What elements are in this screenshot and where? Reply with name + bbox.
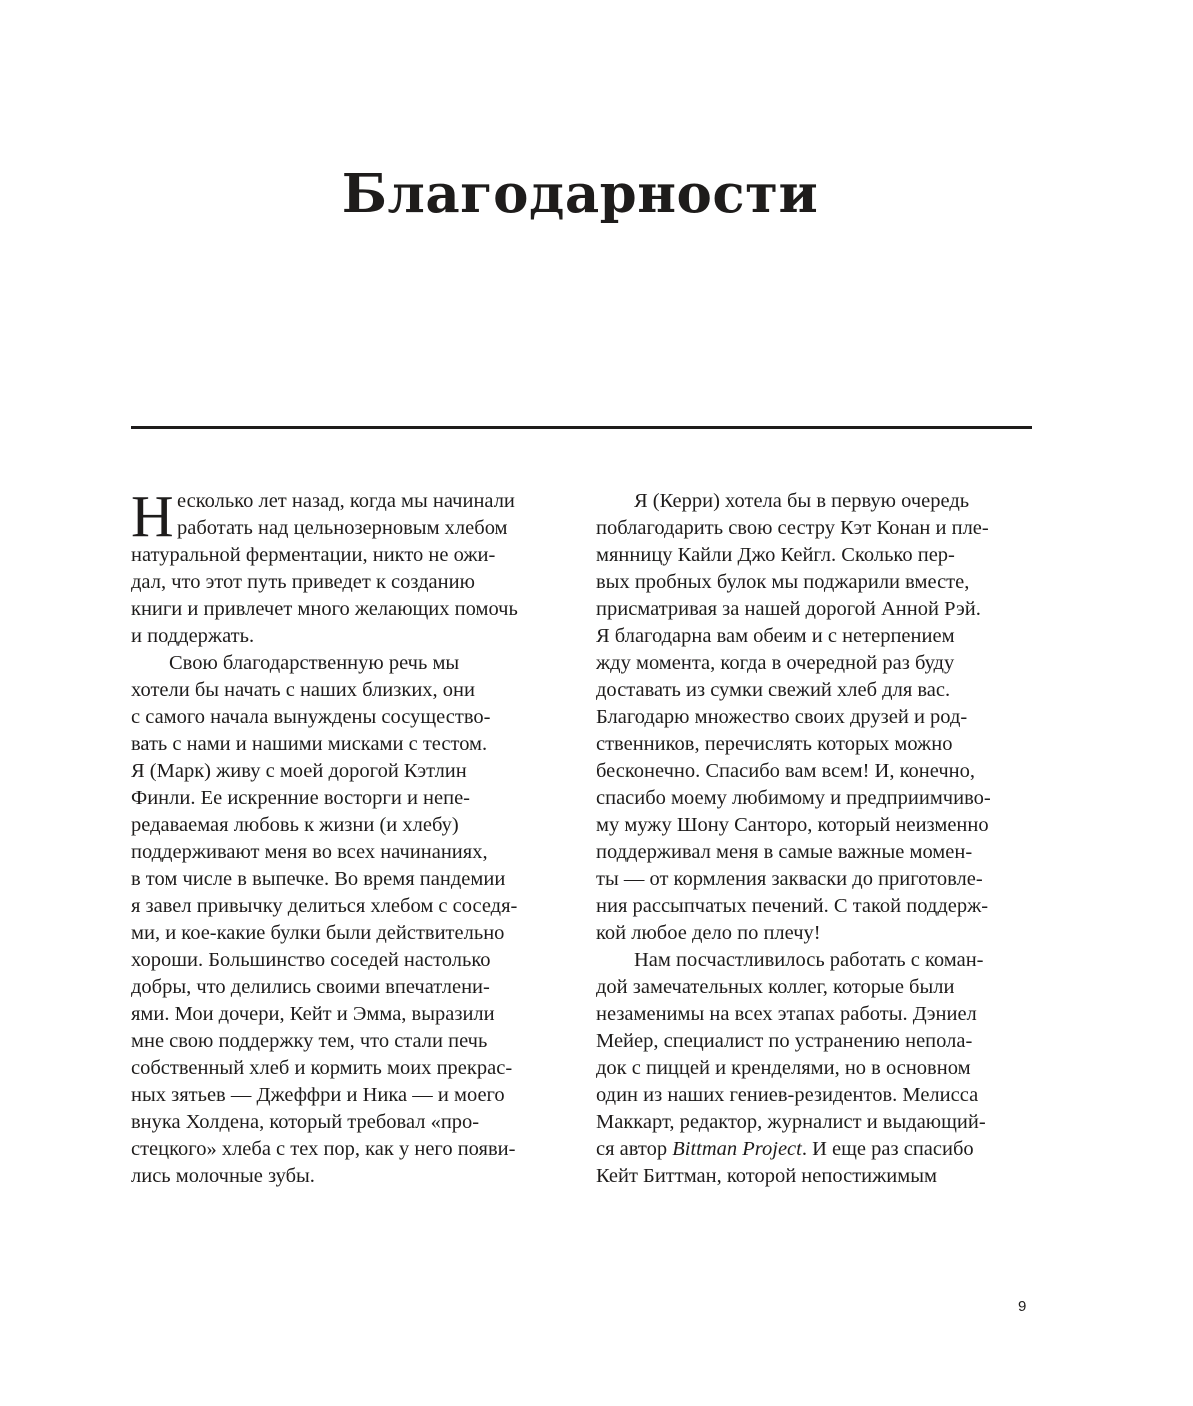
text-line: и поддержать.: [131, 625, 255, 647]
text-line: один из наших гениев-резидентов. Мелисса: [596, 1084, 979, 1106]
text-line: Я (Марк) живу с моей дорогой Кэтлин: [131, 760, 467, 782]
text-line: добры, что делились своими впечатлени-: [131, 976, 490, 998]
text-line: жду момента, когда в очередной раз буду: [596, 652, 955, 674]
text-line: Я благодарна вам обеим и с нетерпением: [596, 625, 955, 647]
text-line: хороши. Большинство соседей настолько: [131, 949, 491, 971]
text-line: кой любое дело по плечу!: [596, 922, 821, 944]
text-line: поддерживают меня во всех начинаниях,: [131, 841, 488, 863]
text-segment: . И еще раз спасибо: [801, 1138, 974, 1160]
page-number: 9: [1018, 1298, 1027, 1315]
right-column: [596, 488, 1036, 1190]
text-line: присматривая за нашей дорогой Анной Рэй.: [596, 598, 981, 620]
text-line: Нам посчастливилось работать с коман-: [634, 949, 984, 971]
text-line: ных зятьев — Джеффри и Ника — и моего: [131, 1084, 505, 1106]
text-line: доставать из сумки свежий хлеб для вас.: [596, 679, 951, 701]
horizontal-rule: [131, 426, 1032, 429]
text-line: му мужу Шону Санторо, который неизменно: [596, 814, 989, 836]
text-line: поблагодарить свою сестру Кэт Конан и пле-: [596, 517, 989, 539]
text-line: книги и привлечет много желающих помочь: [131, 598, 518, 620]
text-line: стецкого» хлеба с тех пор, как у него появи-: [131, 1138, 516, 1160]
text-line: Я (Керри) хотела бы в первую очередь: [634, 490, 970, 512]
text-line: [596, 1136, 1036, 1163]
text-line: ты — от кормления закваски до приготовле-: [596, 868, 983, 890]
text-segment: ся автор: [596, 1138, 668, 1160]
text-line: ственников, перечислять которых можно: [596, 733, 953, 755]
text-line: ния рассыпчатых печений. С такой поддерж-: [596, 895, 989, 917]
text-line: натуральной ферментации, никто не ожи-: [131, 544, 496, 566]
text-line: ями. Мои дочери, Кейт и Эмма, выразили: [131, 1003, 495, 1025]
text-line: в том числе в выпечке. Во время пандемии: [131, 868, 506, 890]
text-line: хотели бы начать с наших близких, они: [131, 679, 475, 701]
text-line: Свою благодарственную речь мы: [169, 652, 460, 674]
text-line: собственный хлеб и кормить моих прекрас-: [131, 1057, 513, 1079]
text-line: Маккарт, редактор, журналист и выдающий-: [596, 1111, 986, 1133]
text-line: мянницу Кайли Джо Кейгл. Сколько пер-: [596, 544, 955, 566]
text-line: лись молочные зубы.: [131, 1165, 315, 1187]
text-line: поддерживал меня в самые важные момен-: [596, 841, 973, 863]
text-line: редаваемая любовь к жизни (и хлебу): [131, 814, 459, 836]
text-line: вых пробных булок мы поджарили вместе,: [596, 571, 970, 593]
text-line: работать над цельнозерновым хлебом: [177, 517, 508, 539]
text-line: док с пиццей и кренделями, но в основном: [596, 1057, 971, 1079]
left-column: [131, 483, 571, 1190]
text-line: Благодарю множество своих друзей и род-: [596, 706, 968, 728]
page-title: Благодарности: [341, 163, 819, 225]
text-line: с самого начала вынуждены сосущество-: [131, 706, 491, 728]
text-line: вать с нами и нашими мисками с тестом.: [131, 733, 488, 755]
text-line: ми, и кое-какие булки были действительно: [131, 922, 505, 944]
text-line: Кейт Биттман, которой непостижимым: [596, 1165, 937, 1187]
text-line: есколько лет назад, когда мы начинали: [177, 490, 515, 512]
text-line: я завел привычку делиться хлебом с соседя-: [131, 895, 518, 917]
text-line: Финли. Ее искренние восторги и непе-: [131, 787, 471, 809]
text-line: мне свою поддержку тем, что стали печь: [131, 1030, 488, 1052]
book-title: Bittman Project: [672, 1138, 802, 1160]
text-line: внука Холдена, который требовал «про-: [131, 1111, 480, 1133]
text-line: Мейер, специалист по устранению непола-: [596, 1030, 973, 1052]
text-line: незаменимы на всех этапах работы. Дэниел: [596, 1003, 977, 1025]
text-line: дой замечательных коллег, которые были: [596, 976, 955, 998]
text-line: дал, что этот путь приведет к созданию: [131, 571, 475, 593]
drop-cap: Н: [131, 483, 174, 549]
text-line: спасибо моему любимому и предприимчиво-: [596, 787, 991, 809]
text-line: бесконечно. Спасибо вам всем! И, конечно,: [596, 760, 975, 782]
